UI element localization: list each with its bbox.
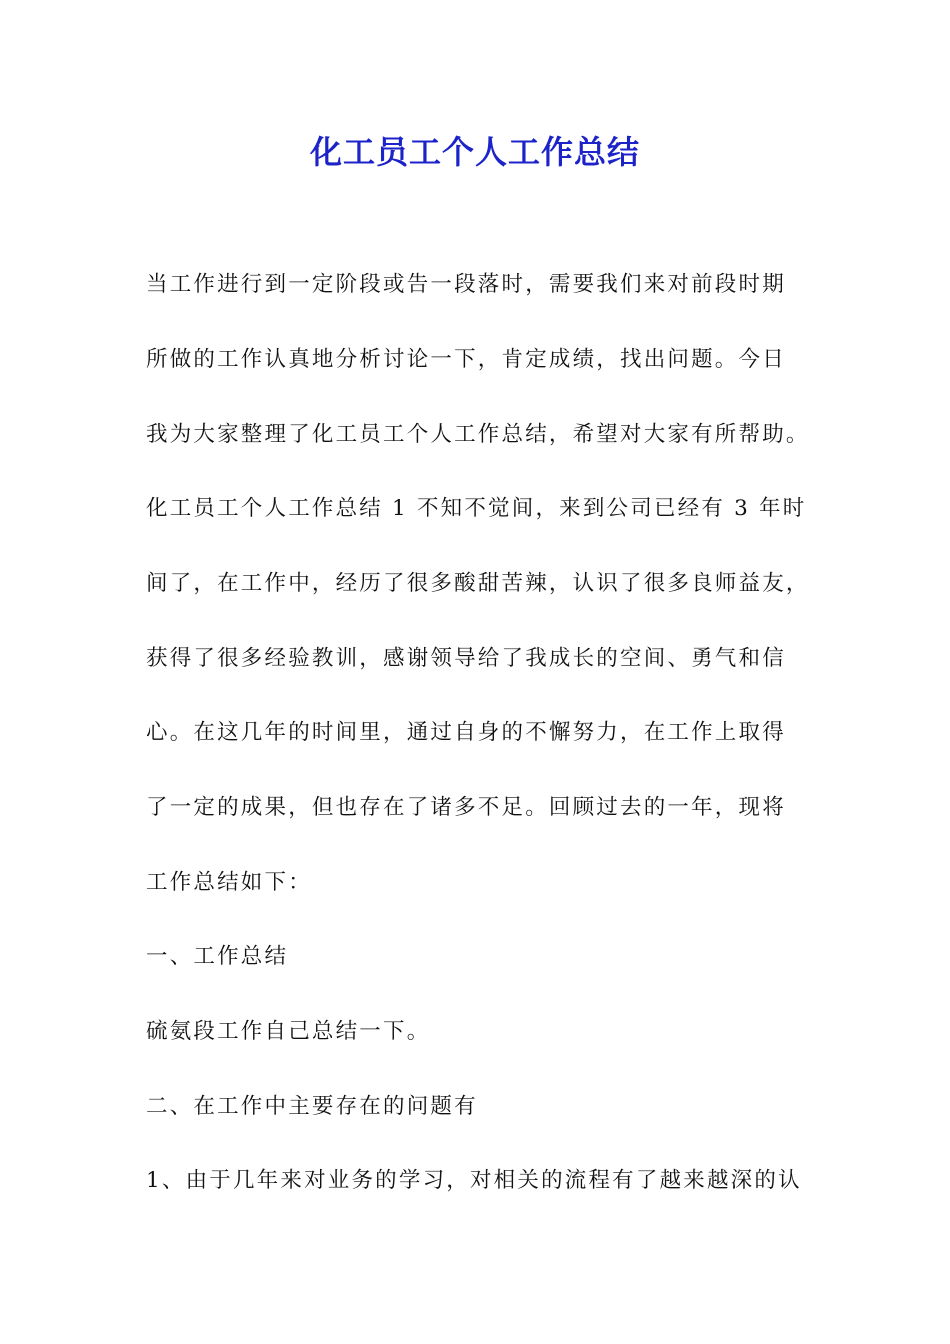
paragraph-line-8: 了一定的成果，但也存在了诸多不足。回顾过去的一年，现将: [146, 795, 786, 820]
paragraph-line-3: 我为大家整理了化工员工个人工作总结，希望对大家有所帮助。: [146, 422, 810, 447]
paragraph-line-11: 硫氨段工作自己总结一下。: [146, 1019, 431, 1044]
document-title: 化工员工个人工作总结: [309, 133, 640, 171]
paragraph-line-7: 心。在这几年的时间里，通过自身的不懈努力，在工作上取得: [146, 720, 786, 745]
paragraph-line-13: 1、由于几年来对业务的学习，对相关的流程有了越来越深的认: [146, 1168, 802, 1193]
paragraph-line-2: 所做的工作认真地分析讨论一下，肯定成绩，找出问题。今日: [146, 347, 786, 372]
paragraph-line-1: 当工作进行到一定阶段或告一段落时，需要我们来对前段时期: [146, 272, 786, 297]
paragraph-line-4: 化工员工个人工作总结 1 不知不觉间，来到公司已经有 3 年时: [146, 496, 807, 521]
section-heading-1: 一、工作总结: [146, 944, 289, 969]
section-heading-2: 二、在工作中主要存在的问题有: [146, 1094, 478, 1119]
paragraph-line-6: 获得了很多经验教训，感谢领导给了我成长的空间、勇气和信: [146, 646, 786, 671]
paragraph-line-9: 工作总结如下：: [146, 870, 312, 895]
paragraph-line-5: 间了，在工作中，经历了很多酸甜苦辣，认识了很多良师益友，: [146, 571, 810, 596]
